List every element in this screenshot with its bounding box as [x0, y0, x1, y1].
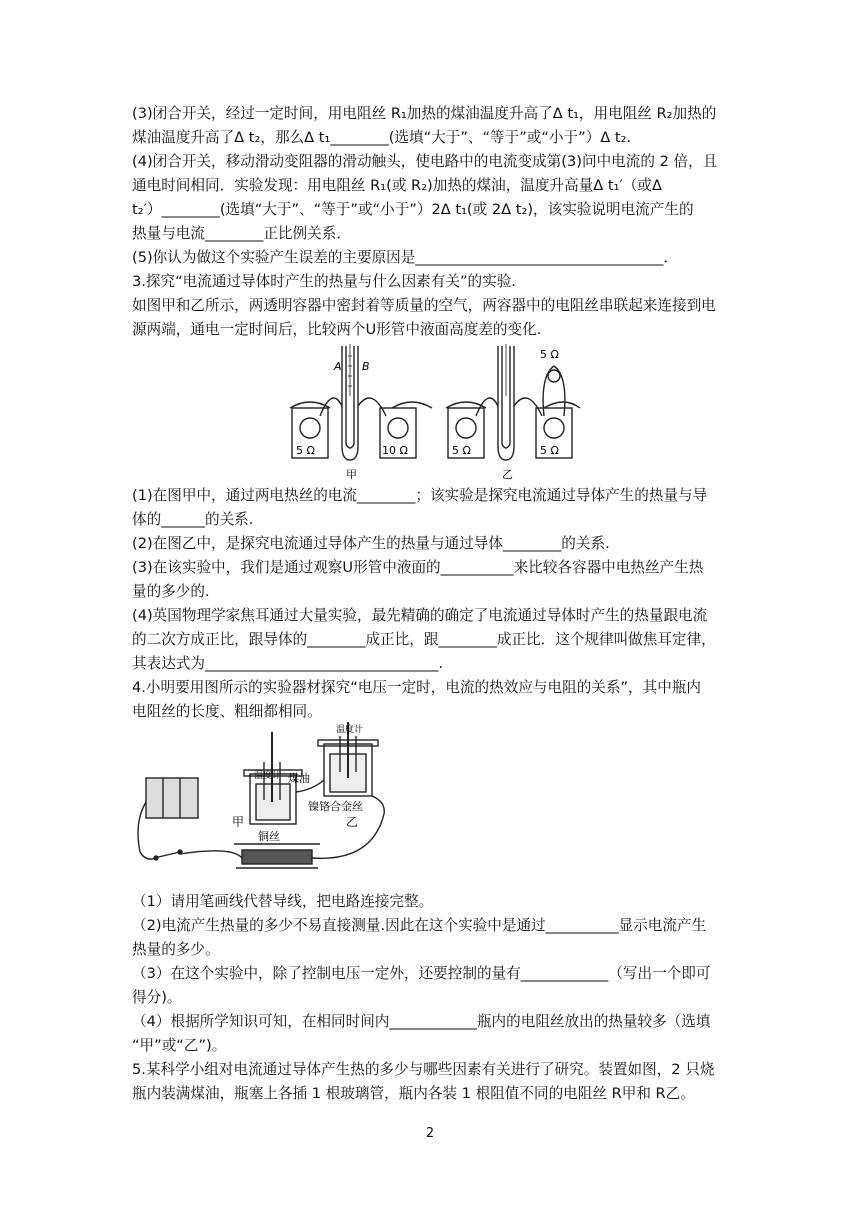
text-line: 热量与电流________正比例关系．: [132, 225, 351, 242]
bottle-yi-label: 乙: [346, 815, 359, 829]
kerosene-label: 煤油: [288, 772, 310, 785]
question-heading: 5.某科学小组对电流通过导体产生热的多少与哪些因素有关进行了研究。装置如图，2 只烧: [132, 1061, 715, 1078]
resistor-label: 5 Ω: [540, 444, 559, 457]
figure-caption: 乙: [502, 468, 513, 481]
thermometer-label: 温度计: [336, 725, 364, 735]
text-line: (4)闭合开关，移动滑动变阻器的滑动触头，使电路中的电流变成第(3)问中电流的 2 倍，且: [132, 153, 718, 170]
u-tube-figure: [282, 336, 582, 486]
text-line: (4)英国物理学家焦耳通过大量实验，最先精确的确定了电流通过导体时产生的热量跟电流: [132, 607, 708, 624]
copper-label: 铜丝: [258, 830, 280, 843]
label-b: B: [362, 360, 370, 373]
text-line: 得分)。: [132, 989, 182, 1006]
circuit-figure: [132, 722, 442, 882]
text-line: (3)闭合开关，经过一定时间，用电阻丝 R₁加热的煤油温度升高了Δ t₁，用电阻丝 R₂加热的: [132, 105, 717, 122]
text-line: 煤油温度升高了Δ t₂，那么Δ t₁________(选填“大于”、“等于”或“小于”）Δ t₂.: [132, 129, 632, 146]
text-line: 体的______的关系.: [132, 511, 254, 528]
text-line: （3）在这个实验中，除了控制电压一定外，还要控制的量有____________（写出一个即可: [132, 965, 711, 982]
page-number: 2: [425, 1126, 435, 1141]
text-line: 如图甲和乙所示，两透明容器中密封着等质量的空气，两容器中的电阻丝串联起来连接到电: [132, 297, 716, 314]
text-line: 瓶内装满煤油，瓶塞上各插 1 根玻璃管，瓶内各装 1 根阻值不同的电阻丝 R甲和 R乙。: [132, 1085, 695, 1102]
text-line: （1）请用笔画线代替导线，把电路连接完整。: [132, 893, 434, 910]
question-heading: 4.小明要用图所示的实验器材探究“电压一定时，电流的热效应与电阻的关系”，其中瓶内: [132, 679, 702, 696]
question-heading: 3.探究“电流通过导体时产生的热量与什么因素有关”的实验.: [132, 273, 516, 290]
text-line: （4）根据所学知识可知，在相同时间内____________瓶内的电阻丝放出的热量较多（选填: [132, 1013, 711, 1030]
resistor-label: 5 Ω: [296, 444, 315, 457]
figure-caption: 甲: [346, 468, 357, 481]
text-line: (3)在该实验中，我们是通过观察U形管中液面的__________来比较各容器中电热丝产生热: [132, 559, 704, 576]
nichrome-label: 镍铬合金丝: [308, 800, 363, 813]
text-line: 热量的多少。: [132, 941, 220, 958]
text-line: 源两端，通电一定时间后，比较两个U形管中液面高度差的变化.: [132, 321, 542, 338]
bottle-jia-label: 甲: [232, 815, 245, 829]
text-line: 量的多少的.: [132, 583, 210, 600]
thermometer-label: 温度计: [254, 771, 282, 781]
text-line: （2)电流产生热量的多少不易直接测量.因此在这个实验中是通过__________显示电流产生: [132, 917, 707, 934]
text-line: “甲”或“乙”)。: [132, 1037, 227, 1054]
text-line: (5)你认为做这个实验产生误差的主要原因是__________________________________．: [132, 249, 679, 266]
label-a: A: [334, 360, 342, 373]
text-line: 的二次方成正比，跟导体的________成正比，跟________成正比．这个规律叫做焦耳定律，: [132, 631, 716, 648]
text-line: 电阻丝的长度、粗细都相同。: [132, 703, 322, 720]
text-line: 其表达式为________________________________.: [132, 655, 444, 672]
text-line: (2)在图乙中，是探究电流通过导体产生的热量与通过导体________的关系.: [132, 535, 610, 552]
resistor-label: 10 Ω: [382, 444, 408, 457]
text-line: t₂′）________(选填“大于”、“等于”或“小于”）2Δ t₁(或 2Δ t₂)，该实验说明电流产生的: [132, 201, 694, 218]
resistor-label: 5 Ω: [540, 348, 559, 361]
resistor-label: 5 Ω: [452, 444, 471, 457]
text-line: 通电时间相同．实验发现：用电阻丝 R₁(或 R₂)加热的煤油，温度升高量Δ t₁′（或Δ: [132, 177, 662, 194]
text-line: (1)在图甲中，通过两电热丝的电流________；该实验是探究电流通过导体产生的热量与导: [132, 487, 708, 504]
